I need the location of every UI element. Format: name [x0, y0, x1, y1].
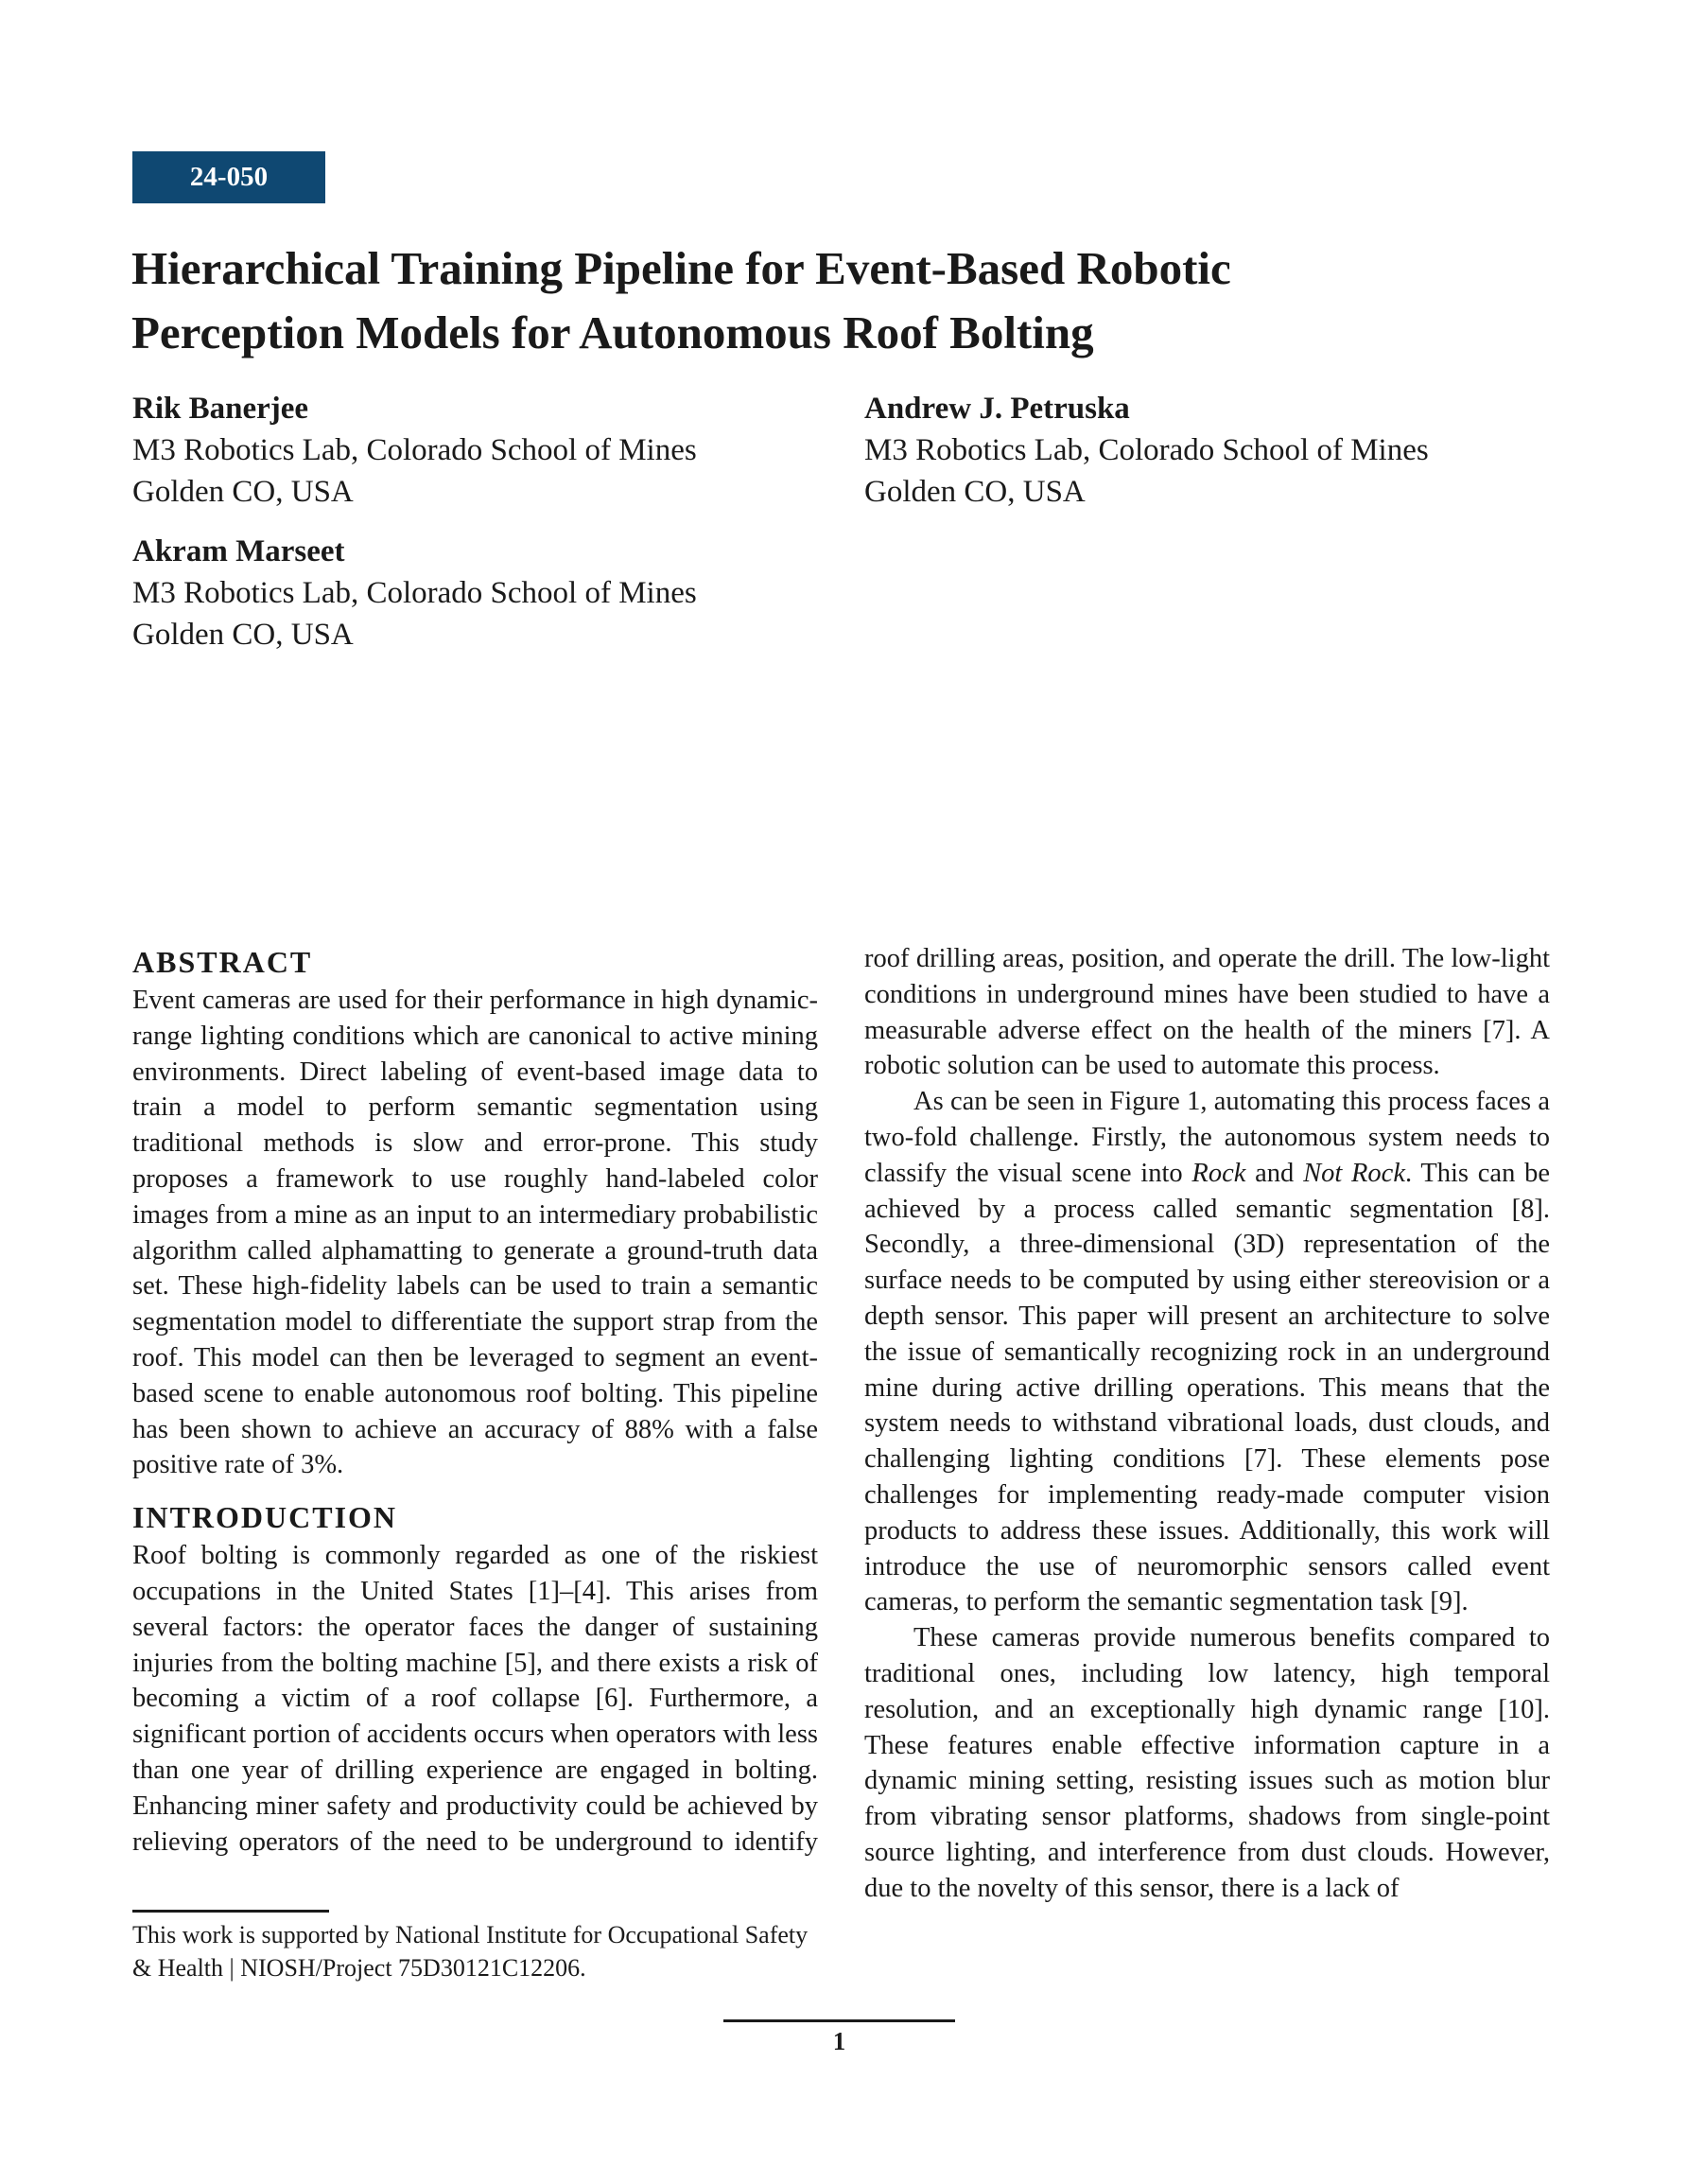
author-name: Akram Marseet: [132, 534, 345, 568]
rock-term: Rock: [1191, 1158, 1246, 1188]
left-column: [132, 941, 818, 1860]
intro-paragraph-1-continued: roof drilling areas, position, and operate the drill. The low-light conditions in underground mines have been studied to have a measurable adverse effect on the health of the miners [7]. A robotic solution can be used to automate this process.: [864, 944, 1550, 1081]
intro-paragraph-2: [864, 1084, 1550, 1620]
author-affiliation: M3 Robotics Lab, Colorado School of Mines: [132, 433, 697, 467]
author-name: Andrew J. Petruska: [864, 392, 1130, 426]
paper-title-line-2: Perception Models for Autonomous Roof Bolting: [131, 306, 1094, 358]
page-number: 1: [832, 2027, 846, 2055]
author-affiliation: M3 Robotics Lab, Colorado School of Mines: [132, 576, 697, 610]
author-block-marseet: [132, 531, 697, 655]
conjunction: and: [1245, 1158, 1304, 1188]
author-location: Golden CO, USA: [132, 618, 354, 652]
footnote-rule: [132, 1910, 329, 1913]
intro-paragraph-1: Roof bolting is commonly regarded as one of the riskiest occupations in the United States [1]–[4]. This arises from several factors: the operator faces the danger of sustaining injuries from the bolting machine [5], and there exists a risk of becoming a victim of a roof collapse [6]. Furthermore, a significant portion of accidents occurs when operators with less than one year of drilling experience are engaged in bolting. Enhancing miner safety and productivity could be achieved by relieving operators of the need to be underground to identify: [132, 1541, 818, 1857]
not-rock-term: Not Rock: [1303, 1158, 1405, 1188]
author-location: Golden CO, USA: [864, 475, 1086, 509]
paper-title-line-1: Hierarchical Training Pipeline for Event-Based Robotic: [131, 242, 1231, 294]
paper-number-badge: 24-050: [132, 151, 325, 203]
abstract-heading: ABSTRACT: [132, 945, 313, 979]
funding-footnote: This work is supported by National Institute for Occupational Safety & Health | NIOSH/Project 75D30121C12206.: [132, 1921, 809, 1982]
author-block-banerjee: [132, 388, 697, 513]
author-name: Rik Banerjee: [132, 392, 309, 426]
author-location: Golden CO, USA: [132, 475, 354, 509]
intro-paragraph-2-rest: . This can be achieved by a process called semantic segmentation [8]. Secondly, a three-dimensional (3D) representation of the surface needs to be computed by using either stereovision or a depth sensor. This paper will present an architecture to solve the issue of semantically recognizing rock in an underground mine during active drilling operations. This means that the system needs to withstand vibrational loads, dust clouds, and challenging lighting conditions [7]. These elements pose challenges for implementing ready-made computer vision products to address these issues. Additionally, this work will introduce the use of neuromorphic sensors called event cameras, to perform the semantic segmentation task [9].: [864, 1158, 1550, 1617]
author-affiliation: M3 Robotics Lab, Colorado School of Mines: [864, 433, 1429, 467]
author-block-petruska: [864, 388, 1429, 513]
intro-paragraph-3: These cameras provide numerous benefits compared to traditional ones, including low latency, high temporal resolution, and an exceptionally high dynamic range [10]. These features enable effective information capture in a dynamic mining setting, resisting issues such as motion blur from vibrating sensor platforms, shadows from single-point source lighting, and interference from dust clouds. However, due to the novelty of this sensor, there is a lack of: [864, 1623, 1550, 1903]
right-column: [864, 941, 1550, 1907]
intro-paragraph-2-text: As can be seen in Figure 1, automating this process faces a two-fold challenge. Firstly, the autonomous system needs to classify the visual scene into: [864, 1087, 1550, 1188]
abstract-text: Event cameras are used for their performance in high dynamic-range lighting conditions which are canonical to active mining environments. Direct labeling of event-based image data to train a model to perform semantic segmentation using traditional methods is slow and error-prone. This study proposes a framework to use roughly hand-labeled color images from a mine as an input to an intermediary probabilistic algorithm called alphamatting to generate a ground-truth data set. These high-fidelity labels can be used to train a semantic segmentation model to differentiate the support strap from the roof. This model can then be leveraged to segment an event-based scene to enable autonomous roof bolting. This pipeline has been shown to achieve an accuracy of 88% with a false positive rate of 3%.: [132, 986, 818, 1480]
introduction-heading: INTRODUCTION: [132, 1500, 398, 1535]
page-number-rule: [723, 2019, 955, 2022]
paper-title: [131, 236, 1512, 365]
